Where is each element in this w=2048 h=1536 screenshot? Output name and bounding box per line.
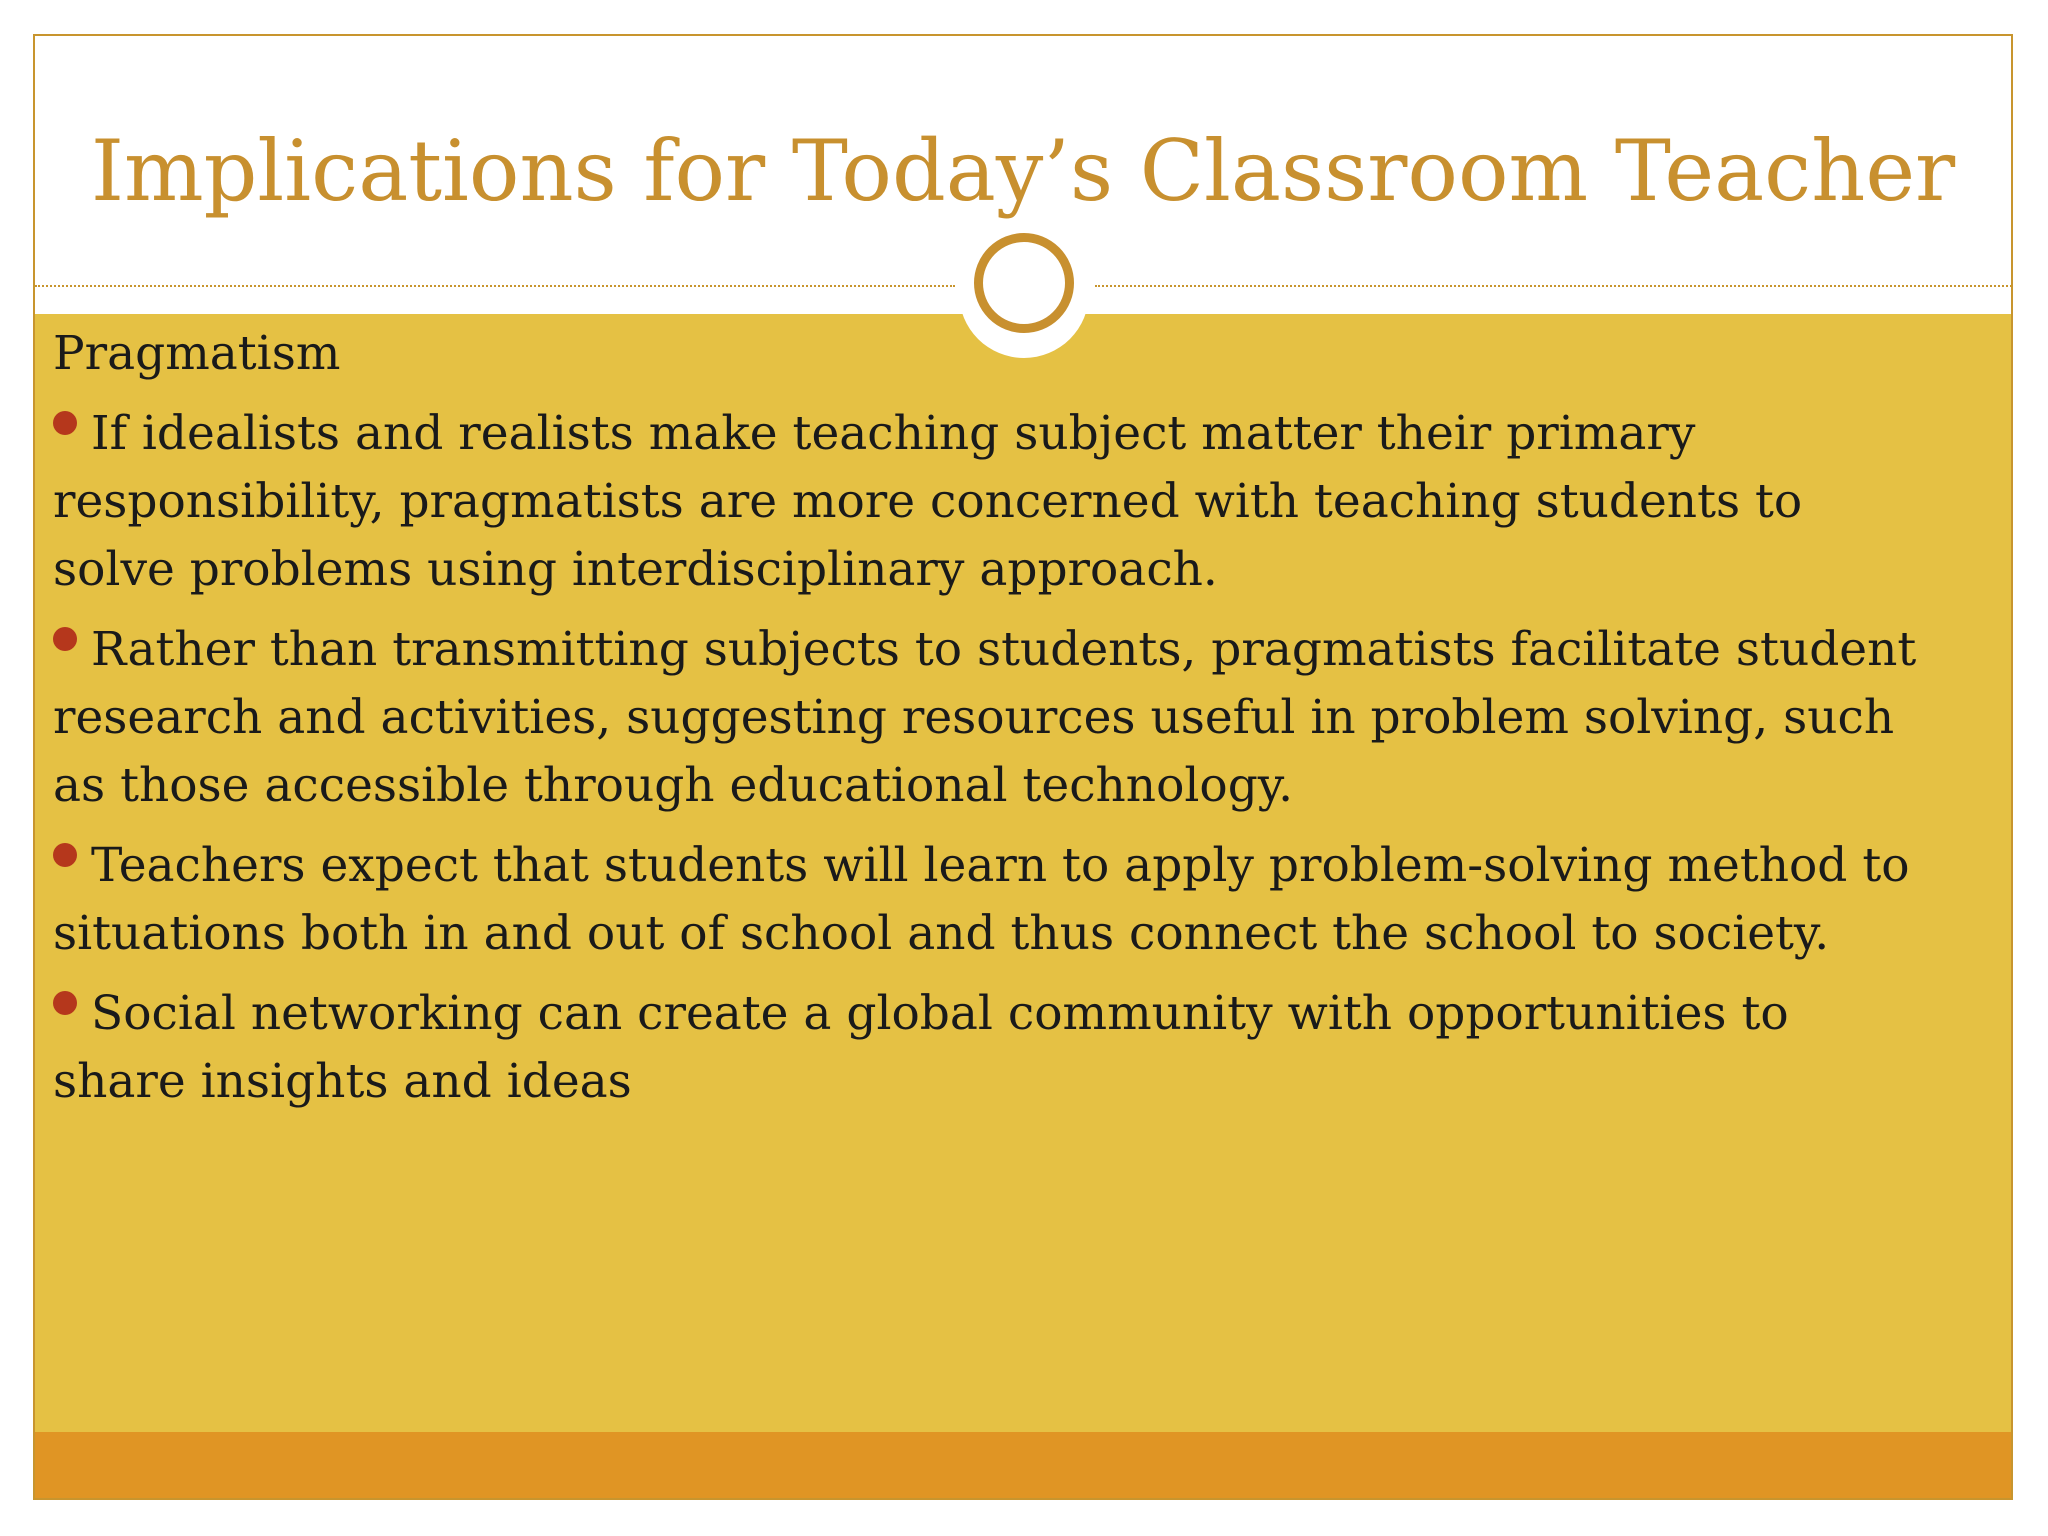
bullet-dot-icon (53, 991, 77, 1015)
bullet-dot-icon (53, 627, 77, 651)
bullet-text: If idealists and realists make teaching subject matter their primary responsibility, pragmatists are more concerned with teaching students to solve problems using interdisciplinary approach. (53, 406, 1803, 597)
bullet-dot-icon (53, 843, 77, 867)
bullet-text: Rather than transmitting subjects to students, pragmatists facilitate student research and activities, suggesting resources useful in problem solving, such as those accessible through educational technology. (53, 622, 1917, 813)
bullet-item (53, 616, 1933, 820)
slide-body (53, 320, 1933, 1128)
footer-band (35, 1432, 2011, 1500)
bullet-text: Social networking can create a global community with opportunities to share insights and ideas (53, 986, 1789, 1109)
bullet-item (53, 832, 1933, 968)
circle-ornament-icon (974, 233, 1074, 333)
title-divider-right (1095, 285, 2013, 287)
slide-title: Implications for Today’s Classroom Teacher (90, 122, 1956, 220)
title-divider-left (35, 285, 955, 287)
section-heading: Pragmatism (53, 326, 341, 381)
bullet-dot-icon (53, 411, 77, 435)
bullet-item (53, 980, 1933, 1116)
bullet-text: Teachers expect that students will learn to apply problem-solving method to situations both in and out of school and thus connect the school to society. (53, 838, 1910, 961)
bullet-item (53, 400, 1933, 604)
